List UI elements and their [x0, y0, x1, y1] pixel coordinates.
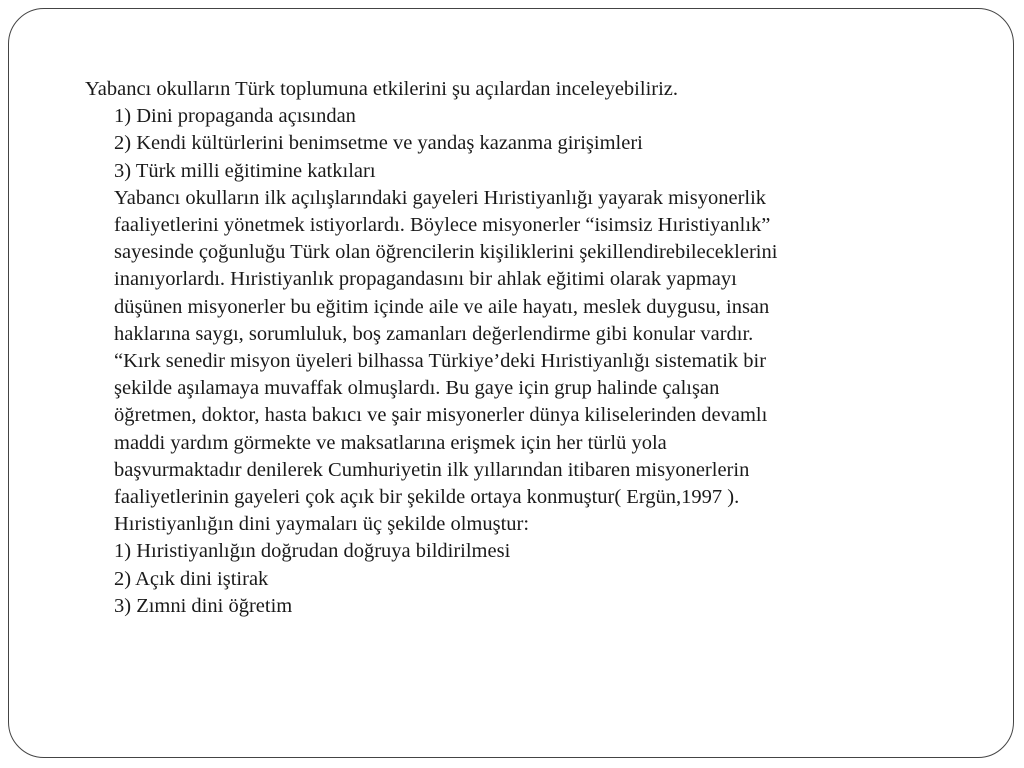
text-line-7: inanıyorlardı. Hıristiyanlık propagandasını bir ahlak eğitimi olarak yapmayı [114, 268, 737, 291]
text-line-11: şekilde aşılamaya muvaffak olmuşlardı. Bu gaye için grup halinde çalışan [114, 377, 720, 400]
text-line-15: faaliyetlerinin gayeleri çok açık bir şekilde ortaya konmuştur( Ergün,1997 ). [114, 486, 740, 509]
intro-line: Yabancı okulların Türk toplumuna etkilerini şu açılardan inceleyebiliriz. [85, 78, 679, 100]
text-line-13: maddi yardım görmekte ve maksatlarına erişmek için her türlü yola [114, 431, 667, 454]
text-line-12: öğretmen, doktor, hasta bakıcı ve şair misyonerler dünya kiliselerinden devamlı [114, 404, 768, 427]
text-line-6: sayesinde çoğunluğu Türk olan öğrencilerin kişiliklerini şekillendirebileceklerini [114, 241, 778, 264]
slide-frame [8, 8, 1014, 758]
text-line-17: 1) Hıristiyanlığın doğrudan doğruya bildirilmesi [114, 540, 511, 563]
text-line-4: Yabancı okulların ilk açılışlarındaki gayeleri Hıristiyanlığı yayarak misyonerlik [114, 186, 767, 209]
text-line-5: faaliyetlerini yönetmek istiyorlardı. Böylece misyonerler “isimsiz Hıristiyanlık” [114, 214, 771, 237]
text-line-19: 3) Zımni dini öğretim [114, 594, 293, 617]
text-line-16: Hıristiyanlığın dini yaymaları üç şekilde olmuştur: [114, 513, 530, 536]
text-line-14: başvurmaktadır denilerek Cumhuriyetin ilk yıllarından itibaren misyonerlerin [114, 458, 750, 481]
text-line-1: 1) Dini propaganda açısından [114, 105, 356, 128]
text-line-10: “Kırk senedir misyon üyeleri bilhassa Türkiye’deki Hıristiyanlığı sistematik bir [114, 350, 767, 373]
text-line-2: 2) Kendi kültürlerini benimsetme ve yandaş kazanma girişimleri [114, 132, 643, 155]
text-line-3: 3) Türk milli eğitimine katkıları [114, 159, 376, 182]
text-line-9: haklarına saygı, sorumluluk, boş zamanları değerlendirme gibi konular vardır. [114, 322, 754, 345]
text-line-18: 2) Açık dini iştirak [114, 567, 269, 590]
slide-body-text [85, 76, 965, 620]
text-line-8: düşünen misyonerler bu eğitim içinde aile ve aile hayatı, meslek duygusu, insan [114, 295, 770, 318]
